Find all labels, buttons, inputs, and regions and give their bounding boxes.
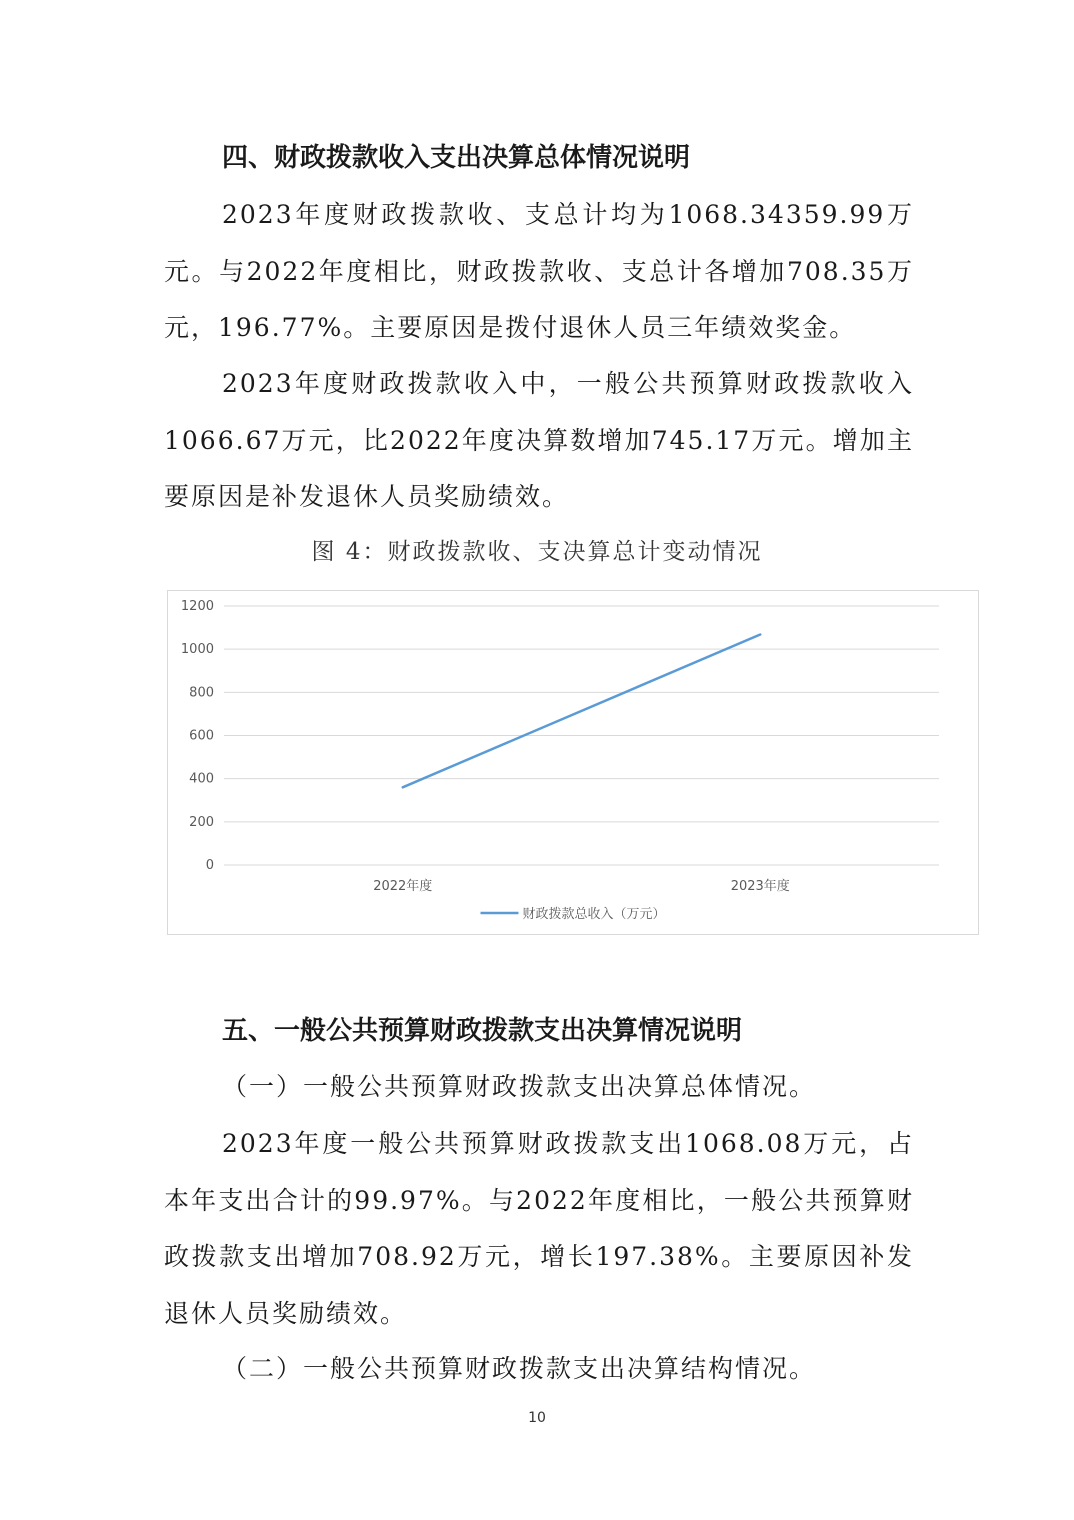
y-tick-label: 1200 [180,599,214,614]
y-tick-label: 0 [205,858,214,873]
x-tick-label: 2023年度 [730,879,790,894]
section5-heading: 五、一般公共预算财政拨款支出决算情况说明 [222,1016,743,1046]
section4-paragraph-2: 2023年度财政拨款收入中，一般公共预算财政拨款收入1066.67万元，比2022年度决算数增加745.17万元。增加主要原因是补发退休人员奖励绩效。 [164,369,914,511]
line-chart-svg [168,591,978,934]
page-number: 10 [528,1410,546,1426]
section4-heading: 四、财政拨款收入支出决算总体情况说明 [222,143,691,173]
section4-paragraph-1: 2023年度财政拨款收、支总计均为1068.34359.99万元。与2022年度相比，财政拨款收、支总计各增加708.35万元，196.77%。主要原因是拨付退休人员三年绩效奖金。 [164,200,914,342]
y-tick-label: 400 [189,771,214,787]
section5-subheading-1: （一）一般公共预算财政拨款支出决算总体情况。 [222,1072,817,1101]
y-tick-label: 1000 [180,642,214,658]
section5-subheading-2: （二）一般公共预算财政拨款支出决算结构情况。 [222,1354,817,1383]
series-line [403,634,761,787]
line-chart [167,590,979,935]
legend-label: 财政拨款总收入（万元） [522,907,666,922]
y-tick-label: 600 [189,728,214,744]
section5-paragraph: 2023年度一般公共预算财政拨款支出1068.08万元，占本年支出合计的99.97%。与2022年度相比，一般公共预算财政拨款支出增加708.92万元，增长197.38%。主要原因补发退休人员奖励绩效。 [164,1129,914,1328]
x-tick-label: 2022年度 [373,879,433,894]
y-tick-label: 200 [189,814,214,830]
y-tick-label: 800 [189,685,214,701]
figure-caption: 图 4：财政拨款收、支决算总计变动情况 [311,539,763,565]
